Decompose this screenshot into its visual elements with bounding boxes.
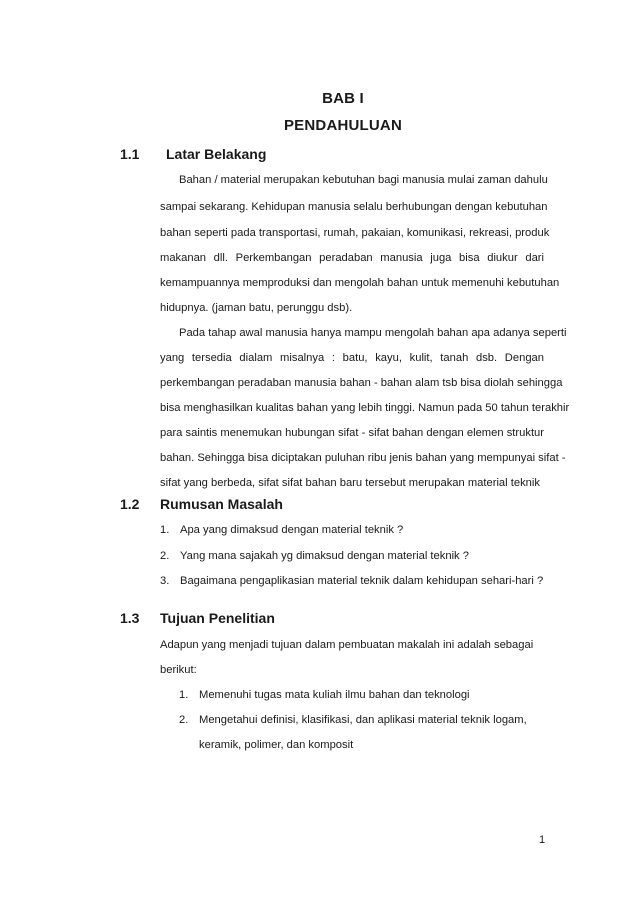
list-item-text: Memenuhi tugas mata kuliah ilmu bahan dan teknologi	[199, 689, 470, 701]
page-number: 1	[539, 834, 546, 846]
list-item-number: 1.	[160, 524, 170, 536]
paragraph-line: kemampuannya memproduksi dan mengolah bahan untuk memenuhi kebutuhan	[160, 277, 560, 289]
list-item-text: Yang mana sajakah yg dimaksud dengan material teknik ?	[180, 550, 469, 562]
paragraph-line: sifat yang berbeda, sifat sifat bahan baru tersebut merupakan material teknik	[160, 477, 540, 489]
section-title: Tujuan Penelitian	[160, 610, 275, 626]
list-item-number: 1.	[179, 689, 189, 701]
paragraph-line: Bahan / material merupakan kebutuhan bagi manusia mulai zaman dahulu	[179, 174, 548, 186]
chapter-title: PENDAHULUAN	[283, 117, 403, 134]
section-title: Rumusan Masalah	[160, 496, 283, 512]
paragraph-line: hidupnya. (jaman batu, perunggu dsb).	[160, 302, 353, 314]
section-number: 1.1	[120, 146, 140, 162]
paragraph-line: yang tersedia dialam misalnya : batu, kayu, kulit, tanah dsb. Dengan	[160, 352, 544, 364]
list-item-text: Apa yang dimaksud dengan material teknik ?	[180, 524, 404, 536]
list-item-text: Bagaimana pengaplikasian material teknik dalam kehidupan sehari-hari ?	[180, 575, 544, 587]
chapter-number: BAB I	[322, 90, 364, 107]
paragraph-line: para saintis menemukan hubungan sifat - sifat bahan dengan elemen struktur	[160, 427, 544, 439]
section-title: Latar Belakang	[166, 146, 267, 162]
list-item-number: 2.	[179, 714, 189, 726]
paragraph-line: Adapun yang menjadi tujuan dalam pembuatan makalah ini adalah sebagai	[160, 639, 534, 651]
paragraph-line: sampai sekarang. Kehidupan manusia selalu berhubungan dengan kebutuhan	[160, 201, 548, 213]
list-item-text: Mengetahui definisi, klasifikasi, dan aplikasi material teknik logam,	[199, 714, 527, 726]
list-item-number: 3.	[160, 575, 170, 587]
list-item-continuation: keramik, polimer, dan komposit	[199, 739, 354, 751]
paragraph-line: berikut:	[160, 664, 197, 676]
paragraph-line: makanan dll. Perkembangan peradaban manusia juga bisa diukur dari	[160, 252, 544, 264]
list-item-number: 2.	[160, 550, 170, 562]
section-number: 1.3	[120, 610, 140, 626]
section-number: 1.2	[120, 496, 140, 512]
paragraph-line: bahan. Sehingga bisa diciptakan puluhan ribu jenis bahan yang mempunyai sifat -	[160, 452, 566, 464]
paragraph-line: perkembangan peradaban manusia bahan - bahan alam tsb bisa diolah sehingga	[160, 377, 563, 389]
paragraph-line: bisa menghasilkan kualitas bahan yang lebih tinggi. Namun pada 50 tahun terakhir	[160, 402, 570, 414]
paragraph-line: bahan seperti pada transportasi, rumah, pakaian, komunikasi, rekreasi, produk	[160, 227, 550, 239]
paragraph-line: Pada tahap awal manusia hanya mampu mengolah bahan apa adanya seperti	[179, 327, 567, 339]
